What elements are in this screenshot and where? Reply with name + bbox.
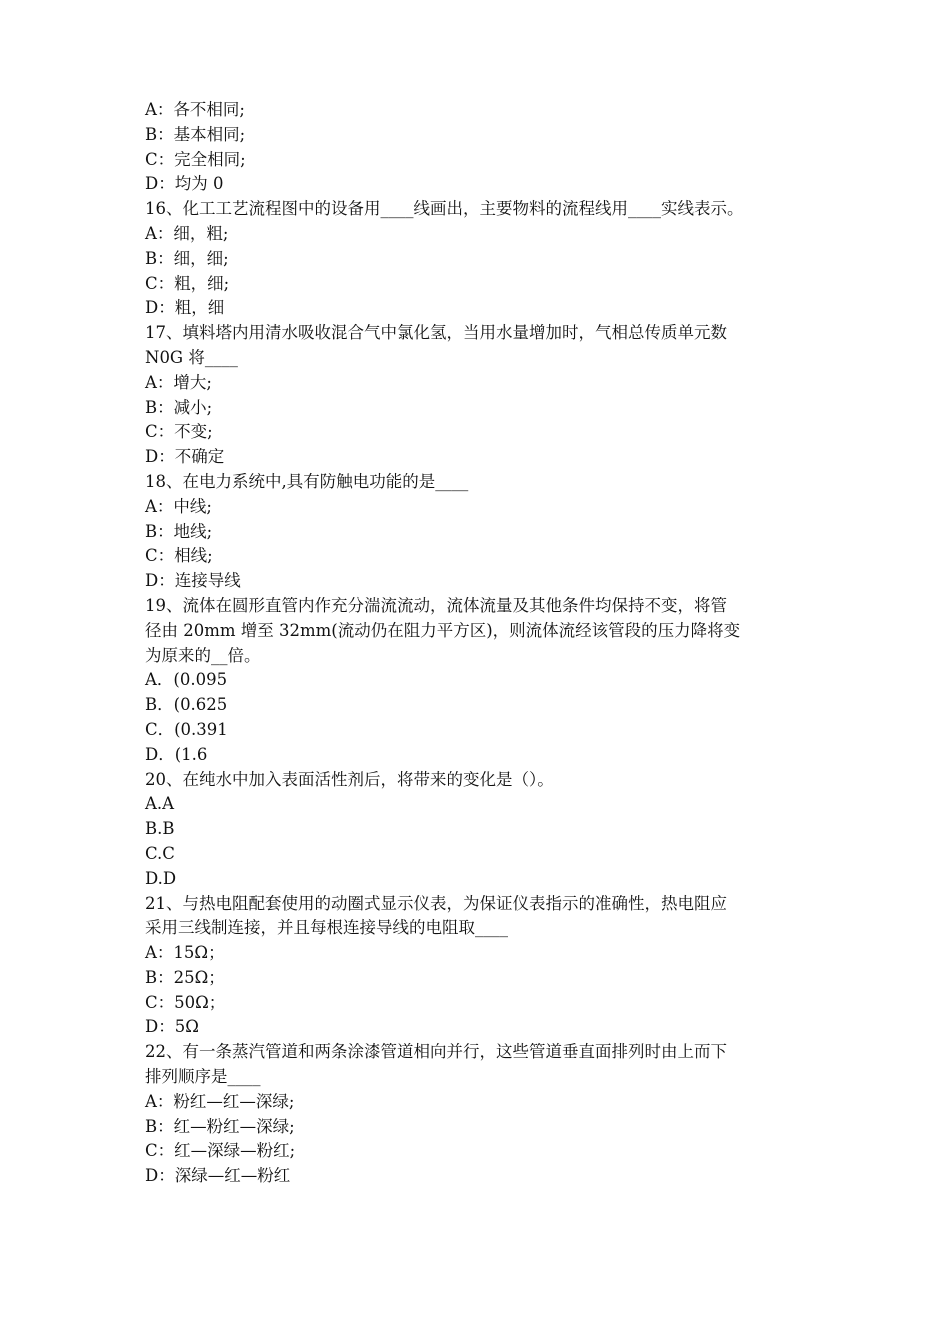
option-line: A：各不相同;: [145, 100, 245, 119]
option-line: A：15Ω；: [145, 943, 225, 963]
option-line: D：5Ω: [145, 1017, 199, 1037]
option-line: A：细，粗;: [145, 223, 229, 243]
question-stem: 16、化工工艺流程图中的设备用____线画出，主要物料的流程线用____实线表示。: [145, 199, 744, 219]
question-20: [145, 768, 810, 892]
option-line: A．(0.095: [145, 670, 228, 690]
option-line: C：粗，细;: [145, 273, 230, 293]
option-line: B：25Ω；: [145, 967, 225, 987]
option-line: C：红—深绿—粉红;: [145, 1141, 296, 1161]
option-line: A.A: [145, 794, 175, 814]
option-line: B：红—粉红—深绿;: [145, 1116, 295, 1136]
question-stem: 采用三线制连接，并且每根连接导线的电阻取____: [145, 918, 508, 938]
option-line: C：50Ω；: [145, 992, 226, 1012]
question-stem: 18、在电力系统中,具有防触电功能的是____: [145, 471, 469, 491]
option-line: C：相线;: [145, 546, 213, 566]
question-22: [145, 1040, 810, 1189]
question-stem: 排列顺序是____: [145, 1067, 261, 1087]
option-line: D．(1.6: [145, 744, 208, 764]
option-line: B．(0.625: [145, 695, 228, 715]
option-line: D：深绿—红—粉红: [145, 1166, 291, 1186]
option-line: B：细，细;: [145, 248, 229, 268]
option-line: A：粉红—红—深绿;: [145, 1091, 295, 1111]
option-line: D：粗，细: [145, 298, 225, 318]
question-stem: 径由 20mm 增至 32mm(流动仍在阻力平方区)，则流体流经该管段的压力降将变: [145, 620, 741, 640]
option-line: B：地线;: [145, 521, 213, 541]
option-line: C.C: [145, 843, 175, 863]
question-17: [145, 321, 810, 470]
question-stem: 20、在纯水中加入表面活性剂后，将带来的变化是（）。: [145, 769, 554, 789]
question-stem: 22、有一条蒸汽管道和两条涂漆管道相向并行，这些管道垂直面排列时由上而下: [145, 1042, 727, 1062]
question-stem: 为原来的__倍。: [145, 645, 261, 665]
question-stem: 17、填料塔内用清水吸收混合气中氯化氢，当用水量增加时，气相总传质单元数: [145, 323, 727, 343]
option-line: C：不变;: [145, 422, 213, 442]
option-line: A：中线;: [145, 496, 212, 516]
question-21: [145, 892, 810, 1041]
option-line: B.B: [145, 819, 175, 839]
question-16: [145, 197, 810, 321]
question-stem: N0G 将____: [145, 347, 238, 367]
option-line: C：完全相同;: [145, 149, 246, 169]
option-line: D：均为 0: [145, 174, 224, 194]
option-line: D：不确定: [145, 447, 225, 467]
question-18: [145, 470, 810, 594]
question-stem: 21、与热电阻配套使用的动圈式显示仪表，为保证仪表指示的准确性，热电阻应: [145, 893, 727, 913]
question-stem: 19、流体在圆形直管内作充分湍流流动，流体流量及其他条件均保持不变，将管: [145, 595, 727, 615]
option-line: D.D: [145, 868, 177, 888]
option-line: B：减小;: [145, 397, 213, 417]
document-page: [145, 98, 810, 1189]
question-19: [145, 594, 810, 768]
option-line: C．(0.391: [145, 719, 228, 739]
option-line: B：基本相同;: [145, 124, 246, 144]
option-line: A：增大;: [145, 372, 212, 392]
leading-options: [145, 98, 810, 197]
option-line: D：连接导线: [145, 571, 241, 591]
